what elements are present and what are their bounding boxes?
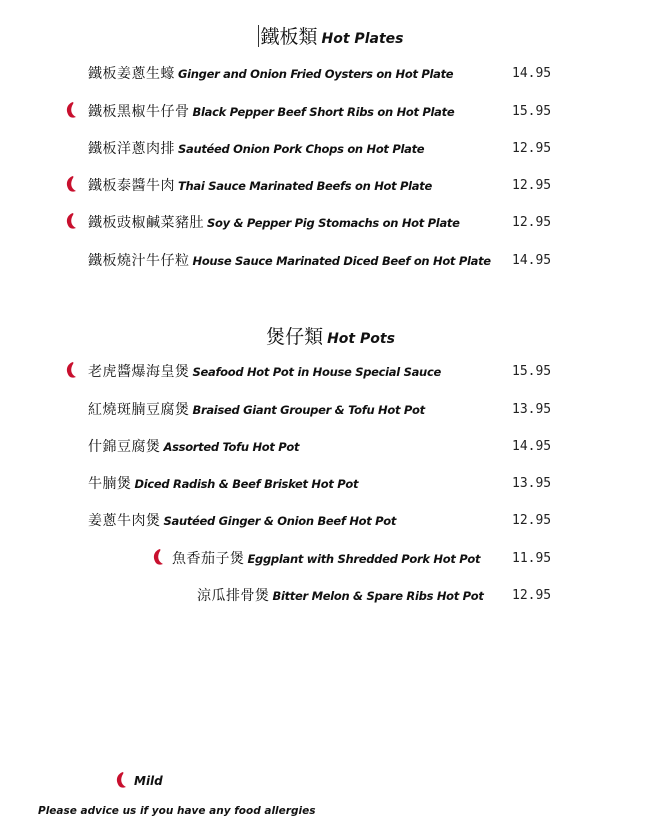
chili-pepper-icon [64,212,78,230]
legend-label: Mild [134,774,163,788]
dish-price: 14.95 [512,66,552,81]
dish-price: 12.95 [512,141,552,156]
chili-pepper-icon [114,771,128,789]
text-cursor [258,25,259,47]
dish-name-cn: 鐵板姜蔥生蠔 [88,66,175,82]
dish-name-en: Sautéed Onion Pork Chops on Hot Plate [178,142,425,156]
menu-item [88,210,460,234]
dish-name-en: Ginger and Onion Fried Oysters on Hot Plate [178,67,454,81]
dish-name-cn: 涼瓜排骨煲 [197,588,270,604]
dish-name-cn: 紅燒斑腩豆腐煲 [88,402,190,418]
allergy-note: Please advice us if you have any food allergies [38,805,316,817]
menu-item [88,136,424,160]
section-title-hot-pots [0,322,661,349]
dish-name-cn: 魚香茄子煲 [172,551,245,567]
chili-pepper-icon [64,361,78,379]
dish-name-en: Soy & Pepper Pig Stomachs on Hot Plate [207,216,460,230]
menu-item [88,434,299,458]
dish-name-en: Bitter Melon & Spare Ribs Hot Pot [272,589,484,603]
dish-name-en: House Sauce Marinated Diced Beef on Hot Plate [192,254,491,268]
dish-price: 15.95 [512,364,552,379]
dish-name-cn: 老虎醬爆海皇煲 [88,364,190,380]
dish-name-en: Seafood Hot Pot in House Special Sauce [192,365,441,379]
dish-name-en: Black Pepper Beef Short Ribs on Hot Plate [192,105,455,119]
menu-item [88,359,441,383]
dish-name-cn: 鐵板豉椒鹹菜豬肚 [88,215,204,231]
section-title-en: Hot Pots [327,331,395,347]
dish-name-cn: 鐵板洋蔥肉排 [88,141,175,157]
dish-name-cn: 鐵板泰醬牛肉 [88,178,175,194]
section-title-cn: 煲仔類 [266,326,324,348]
dish-price: 13.95 [512,476,552,491]
menu-item [88,173,432,197]
spice-legend [114,770,163,790]
dish-price: 12.95 [512,588,552,603]
section-title-cn: 鐵板類 [260,26,318,48]
dish-name-cn: 鐵板黑椒牛仔骨 [88,104,190,120]
chili-pepper-icon [151,548,165,566]
dish-price: 13.95 [512,402,552,417]
menu-item [88,61,453,85]
dish-name-en: Braised Giant Grouper & Tofu Hot Pot [192,403,425,417]
dish-name-cn: 牛腩煲 [88,476,132,492]
dish-price: 12.95 [512,178,552,193]
dish-price: 15.95 [512,104,552,119]
dish-name-cn: 鐵板燒汁牛仔粒 [88,253,190,269]
section-title-hot-plates [0,22,661,49]
dish-name-en: Assorted Tofu Hot Pot [163,440,300,454]
dish-price: 12.95 [512,215,552,230]
dish-name-en: Thai Sauce Marinated Beefs on Hot Plate [178,179,432,193]
menu-item [88,508,396,532]
dish-name-cn: 什錦豆腐煲 [88,439,161,455]
menu-item [88,248,491,272]
menu-item [172,546,480,570]
dish-name-en: Diced Radish & Beef Brisket Hot Pot [134,477,359,491]
dish-price: 12.95 [512,513,552,528]
dish-name-en: Eggplant with Shredded Pork Hot Pot [247,552,481,566]
dish-name-cn: 姜蔥牛肉煲 [88,513,161,529]
menu-item [88,397,425,421]
dish-price: 11.95 [512,551,552,566]
section-title-en: Hot Plates [321,31,404,47]
dish-price: 14.95 [512,439,552,454]
chili-pepper-icon [64,175,78,193]
menu-item [88,471,358,495]
menu-item [88,99,454,123]
chili-pepper-icon [64,101,78,119]
menu-item [197,583,484,607]
dish-price: 14.95 [512,253,552,268]
dish-name-en: Sautéed Ginger & Onion Beef Hot Pot [163,514,397,528]
